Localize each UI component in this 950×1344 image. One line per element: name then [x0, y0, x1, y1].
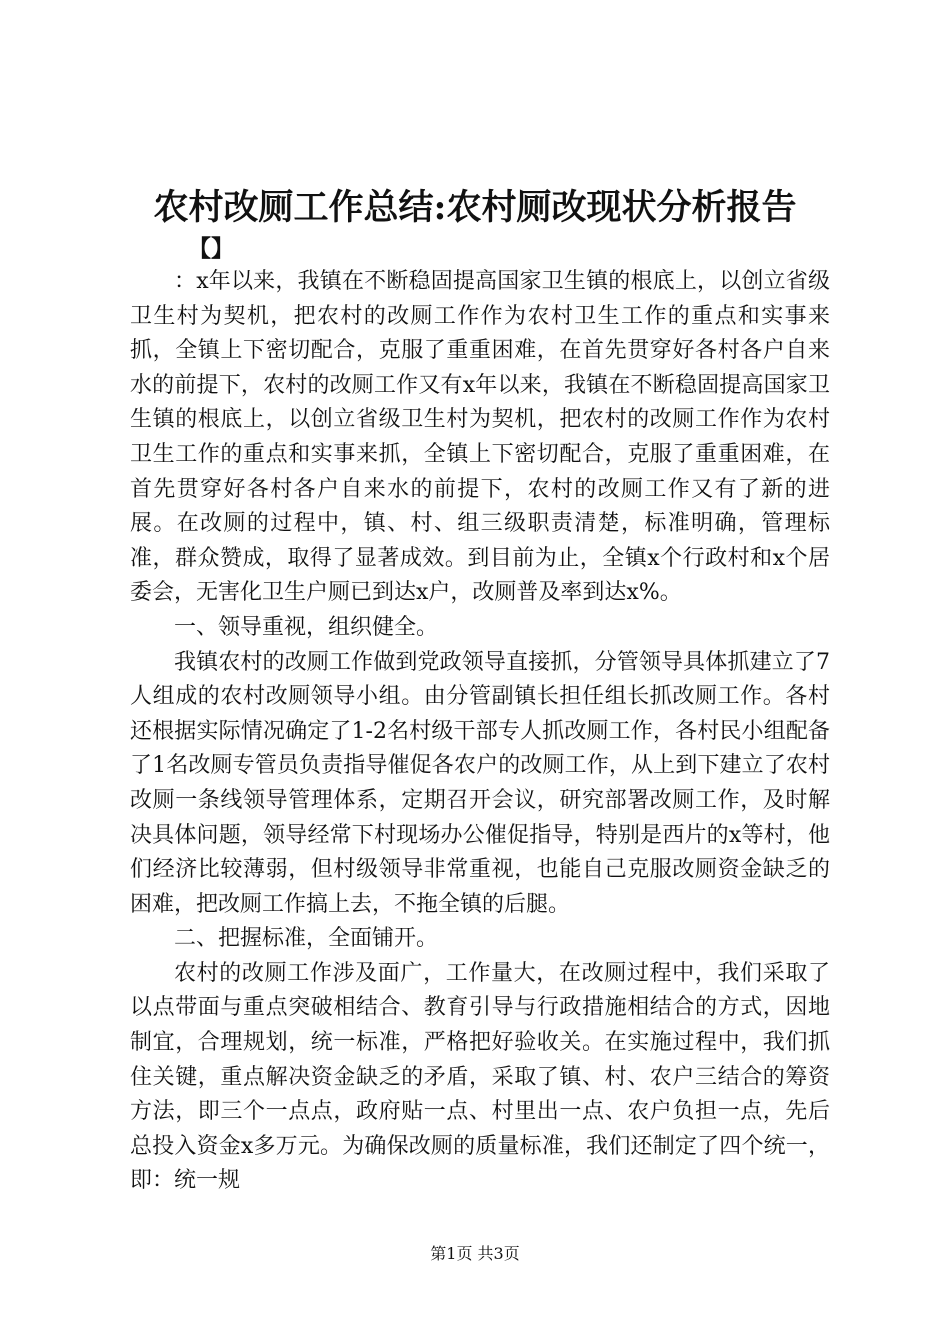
document-body — [130, 265, 830, 1199]
document-title: 农村改厕工作总结:农村厕改现状分析报告 — [153, 187, 797, 228]
body-paragraph: ：x年以来，我镇在不断稳固提高国家卫生镇的根底上，以创立省级卫生村为契机，把农村的改厕工作作为农村卫生工作的重点和实事来抓，全镇上下密切配合，克服了重重困难，在首先贯穿好各村各户自来水的前提下，农村的改厕工作又有x年以来，我镇在不断稳固提高国家卫生镇的根底上，以创立省级卫生村为契机，把农村的改厕工作作为农村卫生工作的重点和实事来抓，全镇上下密切配合，克服了重重困难，在首先贯穿好各村各户自来水的前提下，农村的改厕工作又有了新的进展。在改厕的过程中，镇、村、组三级职责清楚，标准明确，管理标准，群众赞成，取得了显著成效。到目前为止，全镇x个行政村和x个居委会，无害化卫生户厕已到达x户，改厕普及率到达x%。 — [130, 269, 830, 606]
body-paragraph: 农村的改厕工作涉及面广，工作量大，在改厕过程中，我们采取了以点带面与重点突破相结合、教育引导与行政措施相结合的方式，因地制宜，合理规划，统一标准，严格把好验收关。在实施过程中，我们抓住关键，重点解决资金缺乏的矛盾，采取了镇、村、农户三结合的筹资方法，即三个一点点，政府贴一点、村里出一点、农户负担一点，先后总投入资金x多万元。为确保改厕的质量标准，我们还制定了四个统一，即：统一规 — [130, 960, 830, 1194]
section-heading: 一、领导重视，组织健全。 — [174, 614, 439, 640]
page-footer: 第1页 共3页 — [430, 1244, 520, 1263]
title-bracket-note: 【】 — [188, 235, 234, 262]
body-paragraph: 我镇农村的改厕工作做到党政领导直接抓，分管领导具体抓建立了7人组成的农村改厕领导小组。由分管副镇长担任组长抓改厕工作。各村还根据实际情况确定了1-2名村级干部专人抓改厕工作，各村民小组配备了1名改厕专管员负责指导催促各农户的改厕工作，从上到下建立了农村改厕一条线领导管理体系，定期召开会议，研究部署改厕工作，及时解决具体问题，领导经常下村现场办公催促指导，特别是西片的x等村，他们经济比较薄弱，但村级领导非常重视，也能自己克服改厕资金缺乏的困难，把改厕工作搞上去，不拖全镇的后腿。 — [130, 649, 830, 917]
section-heading: 二、把握标准，全面铺开。 — [174, 926, 439, 952]
